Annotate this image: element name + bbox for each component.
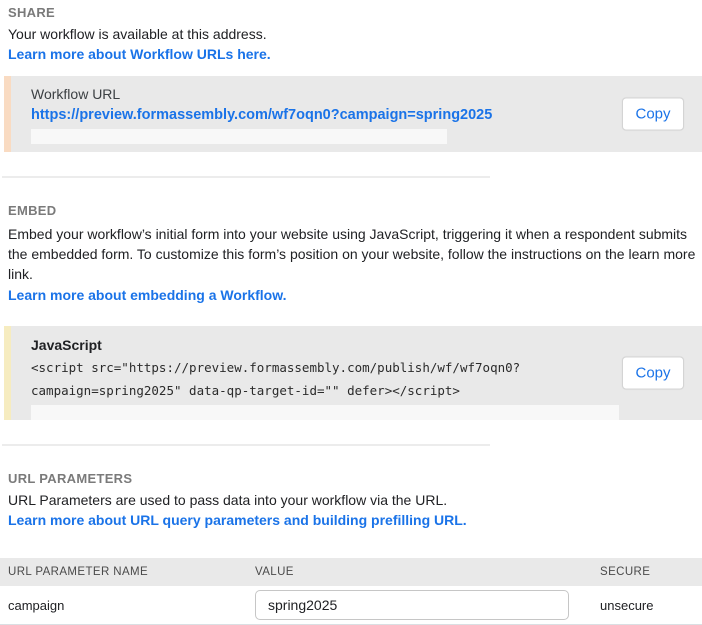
embed-code-label: JavaScript xyxy=(31,337,102,353)
embed-section-title: EMBED xyxy=(8,203,57,218)
embed-code-copy-target[interactable] xyxy=(31,405,619,420)
embed-description-line-1: Embed your workflow’s initial form into your website using JavaScript, triggering it when a respondent submits xyxy=(8,226,688,242)
embed-code-panel xyxy=(4,326,702,420)
embed-learn-more-link[interactable]: Learn more about embedding a Workflow. xyxy=(8,287,287,303)
url-parameters-learn-more-link[interactable]: Learn more about URL query parameters and building prefilling URL. xyxy=(8,512,467,528)
section-divider xyxy=(2,176,490,178)
share-section-title: SHARE xyxy=(8,5,56,20)
embed-description xyxy=(0,224,702,284)
embed-description-line-2: the embedded form. To customize this form’s position on your website, follow the instructions on the learn more link. xyxy=(8,246,696,282)
embed-code-snippet xyxy=(31,356,602,420)
share-description: Your workflow is available at this address. xyxy=(8,26,267,42)
url-parameters-section-title: URL PARAMETERS xyxy=(8,471,133,486)
workflow-url-copy-button[interactable]: Copy xyxy=(622,98,684,131)
share-learn-more-link[interactable]: Learn more about Workflow URLs here. xyxy=(8,46,271,62)
workflow-url-panel xyxy=(4,76,702,152)
embed-code-copy-button[interactable]: Copy xyxy=(622,357,684,390)
param-value-input[interactable] xyxy=(255,590,569,620)
param-secure-status: unsecure xyxy=(600,597,654,613)
table-header-parameter-name: URL PARAMETER NAME xyxy=(8,566,149,578)
section-divider-2 xyxy=(2,444,490,446)
table-header-row xyxy=(0,558,702,586)
embed-code-line-2: campaign=spring2025" data-qp-target-id="" defer></script> xyxy=(31,383,460,398)
param-name: campaign xyxy=(8,597,65,613)
embed-code-line-1: <script src="https://preview.formassembly.com/publish/wf/wf7oqn0? xyxy=(31,360,521,375)
workflow-url-link[interactable]: https://preview.formassembly.com/wf7oqn0?campaign=spring2025 xyxy=(31,107,493,123)
table-row xyxy=(0,586,702,624)
table-header-secure: SECURE xyxy=(600,566,651,578)
url-parameters-table xyxy=(0,558,702,625)
url-parameters-description: URL Parameters are used to pass data into your workflow via the URL. xyxy=(8,492,448,508)
table-header-value: VALUE xyxy=(255,566,294,578)
workflow-url-label: Workflow URL xyxy=(31,86,121,102)
workflow-url-copy-target[interactable] xyxy=(31,129,447,144)
